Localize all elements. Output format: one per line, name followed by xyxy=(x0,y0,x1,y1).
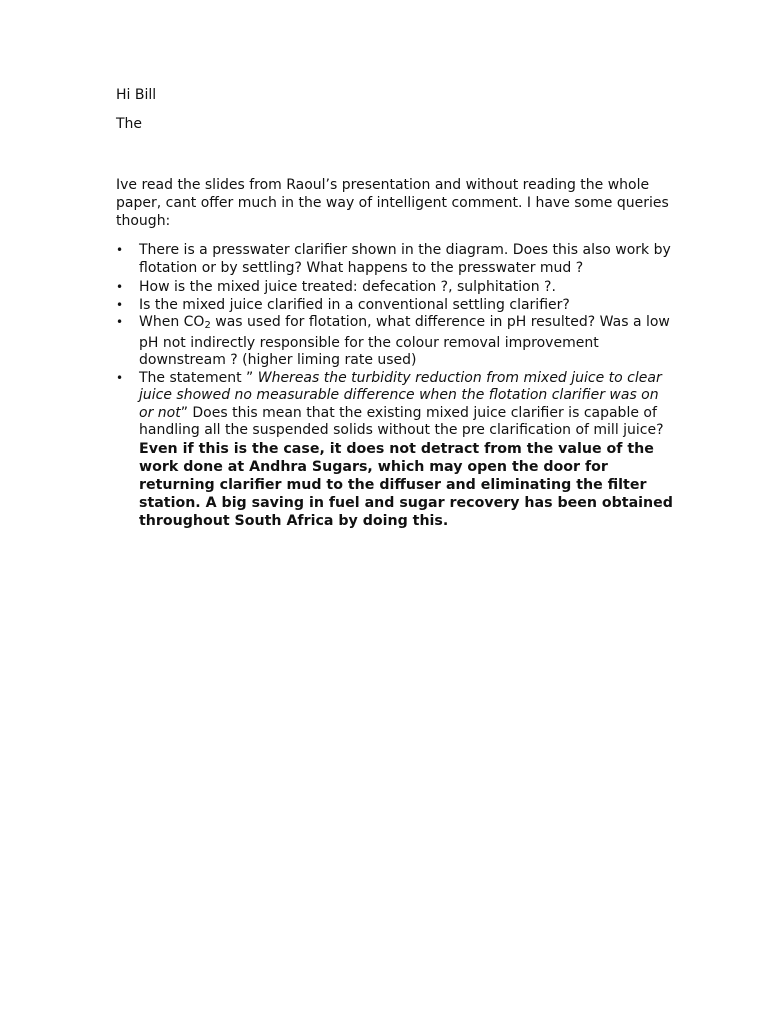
co2-subscript: 2 xyxy=(204,320,211,331)
list-item xyxy=(116,370,676,530)
bullet-icon: • xyxy=(116,243,124,257)
statement-post: ” Does this mean that the existing mixed juice clarifier is capable of handling all the suspended solids without the pre clarification of mill juice? xyxy=(139,404,664,438)
query-text-pre: When CO xyxy=(139,314,205,330)
bullet-icon: • xyxy=(116,315,124,329)
intro-paragraph: Ive read the slides from Raoul’s presentation and without reading the whole paper, cant offer much in the way of intelligent comment. I have some queries though: xyxy=(116,177,669,229)
list-item xyxy=(116,314,676,370)
statement-pre: The statement ” xyxy=(139,369,254,386)
query-text: How is the mixed juice treated: defecation ?, sulphitation ?. xyxy=(139,279,556,295)
list-item xyxy=(116,297,676,315)
bullet-icon: • xyxy=(116,370,124,385)
query-text: Is the mixed juice clarified in a conventional settling clarifier? xyxy=(139,296,570,313)
query-list xyxy=(116,242,676,530)
greeting: Hi Bill xyxy=(116,87,157,103)
bullet-icon: • xyxy=(116,280,124,294)
statement-quote: Whereas the turbidity reduction from mixed juice to clear juice showed no measurable difference when the flotation clarifier was on or not xyxy=(139,369,662,421)
bold-comment: Even if this is the case, it does not detract from the value of the work done at Andhra Sugars, which may open the door for returning clarifier mud to the diffuser and eliminating the filter station. A big saving in fuel and sugar recovery has been obtained throughout South Africa by doing this. xyxy=(139,440,673,529)
list-item xyxy=(116,242,676,277)
bullet-icon: • xyxy=(116,297,124,312)
query-text: There is a presswater clarifier shown in the diagram. Does this also work by flotation or by settling? What happens to the presswater mud ? xyxy=(139,242,671,276)
line-the: The xyxy=(116,116,143,132)
query-text-post: was used for flotation, what difference in pH resulted? Was a low pH not indirectly responsible for the colour removal improvement downstream ? (higher liming rate used) xyxy=(139,314,670,368)
list-item xyxy=(116,279,676,297)
